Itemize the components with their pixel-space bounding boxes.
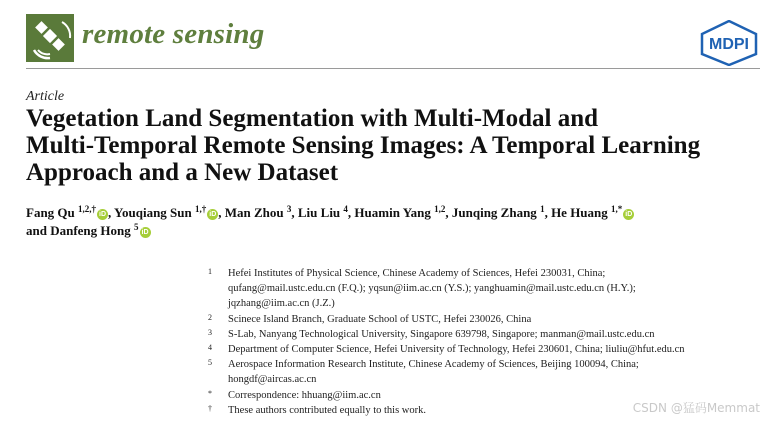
author-separator: ,: [218, 205, 225, 220]
affiliation-marker: *: [208, 388, 212, 398]
affiliation-text: Aerospace Information Research Institute, Chinese Academy of Sciences, Beijing 100094, China;: [228, 359, 639, 371]
author-affiliation-marker: 1,2,†: [78, 204, 97, 214]
affiliation-text: qufang@mail.ustc.edu.cn (F.Q.); yqsun@iim.ac.cn (Y.S.); yanghuamin@mail.ustc.edu.cn (H.Y.);: [228, 283, 636, 295]
author-separator: ,: [291, 205, 298, 220]
affiliation-item: [204, 327, 764, 342]
author-separator: ,: [445, 205, 452, 220]
title-line: Multi-Temporal Remote Sensing Images: A Temporal Learning: [26, 132, 701, 159]
author-name[interactable]: Junqing Zhang: [451, 205, 537, 220]
affiliation-marker: 2: [208, 312, 212, 322]
author-affiliation-marker: 1,†: [195, 204, 207, 214]
affiliation-marker: 4: [208, 343, 212, 353]
author-affiliation-marker: 1,2: [434, 204, 446, 214]
journal-header: [26, 14, 760, 66]
author-list: [26, 204, 766, 240]
satellite-icon: [26, 14, 74, 62]
title-line: Vegetation Land Segmentation with Multi-Modal and: [26, 105, 599, 132]
affiliation-text: Hefei Institutes of Physical Science, Chinese Academy of Sciences, Hefei 230031, China;: [228, 268, 606, 279]
author-affiliation-marker: 5: [134, 222, 139, 232]
affiliation-text: Department of Computer Science, Hefei University of Technology, Hefei 230601, China; liuliu@hfut.edu.cn: [228, 344, 685, 356]
author-separator: ,: [108, 205, 115, 220]
affiliation-text: Correspondence: hhuang@iim.ac.cn: [228, 389, 381, 401]
affiliation-marker: 1: [208, 267, 212, 276]
affiliation-marker: 5: [208, 358, 212, 368]
orcid-icon[interactable]: iD: [141, 229, 149, 236]
header-divider: [26, 68, 760, 69]
journal-logo: [26, 14, 74, 62]
affiliation-item: [204, 357, 764, 387]
affiliation-text: Scinece Island Branch, Graduate School of USTC, Hefei 230026, China: [228, 313, 532, 325]
mdpi-logo[interactable]: [698, 20, 760, 66]
author-affiliation-marker: 4: [343, 204, 348, 214]
orcid-icon[interactable]: iD: [209, 211, 217, 218]
author-separator: ,: [347, 205, 355, 220]
author-name[interactable]: Youqiang Sun: [114, 205, 192, 220]
affiliation-marker: 3: [208, 327, 212, 337]
author-affiliation-marker: 1,*: [611, 204, 623, 214]
affiliation-item: [204, 266, 764, 312]
affiliation-list: [204, 266, 764, 418]
author-line: [26, 204, 766, 222]
journal-name[interactable]: remote sensing: [82, 18, 265, 50]
article-type: Article: [26, 89, 65, 104]
author-name[interactable]: He Huang: [551, 205, 608, 220]
watermark: CSDN @猛码Memmat: [632, 401, 760, 415]
author-line: [26, 222, 766, 240]
title-line: Approach and a New Dataset: [26, 159, 339, 186]
mdpi-logo-text: MDPI: [709, 36, 749, 53]
author-name[interactable]: Liu Liu: [297, 205, 341, 220]
article-title: [26, 105, 766, 186]
affiliation-text: hongdf@aircas.ac.cn: [228, 374, 317, 386]
affiliation-item: [204, 342, 764, 357]
author-name[interactable]: Man Zhou: [224, 205, 284, 220]
author-name[interactable]: Fang Qu: [26, 205, 75, 220]
author-affiliation-marker: 1: [540, 204, 545, 214]
affiliation-text: S-Lab, Nanyang Technological University, Singapore 639798, Singapore; manman@mail.ustc.edu.cn: [228, 328, 655, 340]
orcid-icon[interactable]: iD: [625, 211, 633, 218]
affiliation-text: These authors contributed equally to this work.: [228, 404, 426, 416]
affiliation-marker: †: [208, 403, 212, 413]
author-name[interactable]: Huamin Yang: [354, 205, 431, 220]
orcid-icon[interactable]: iD: [99, 211, 107, 218]
author-separator: ,: [544, 205, 552, 220]
author-affiliation-marker: 3: [286, 204, 292, 214]
author-name[interactable]: and Danfeng Hong: [26, 223, 131, 238]
affiliation-item: [204, 312, 764, 327]
affiliation-text: jqzhang@iim.ac.cn (J.Z.): [228, 298, 335, 310]
